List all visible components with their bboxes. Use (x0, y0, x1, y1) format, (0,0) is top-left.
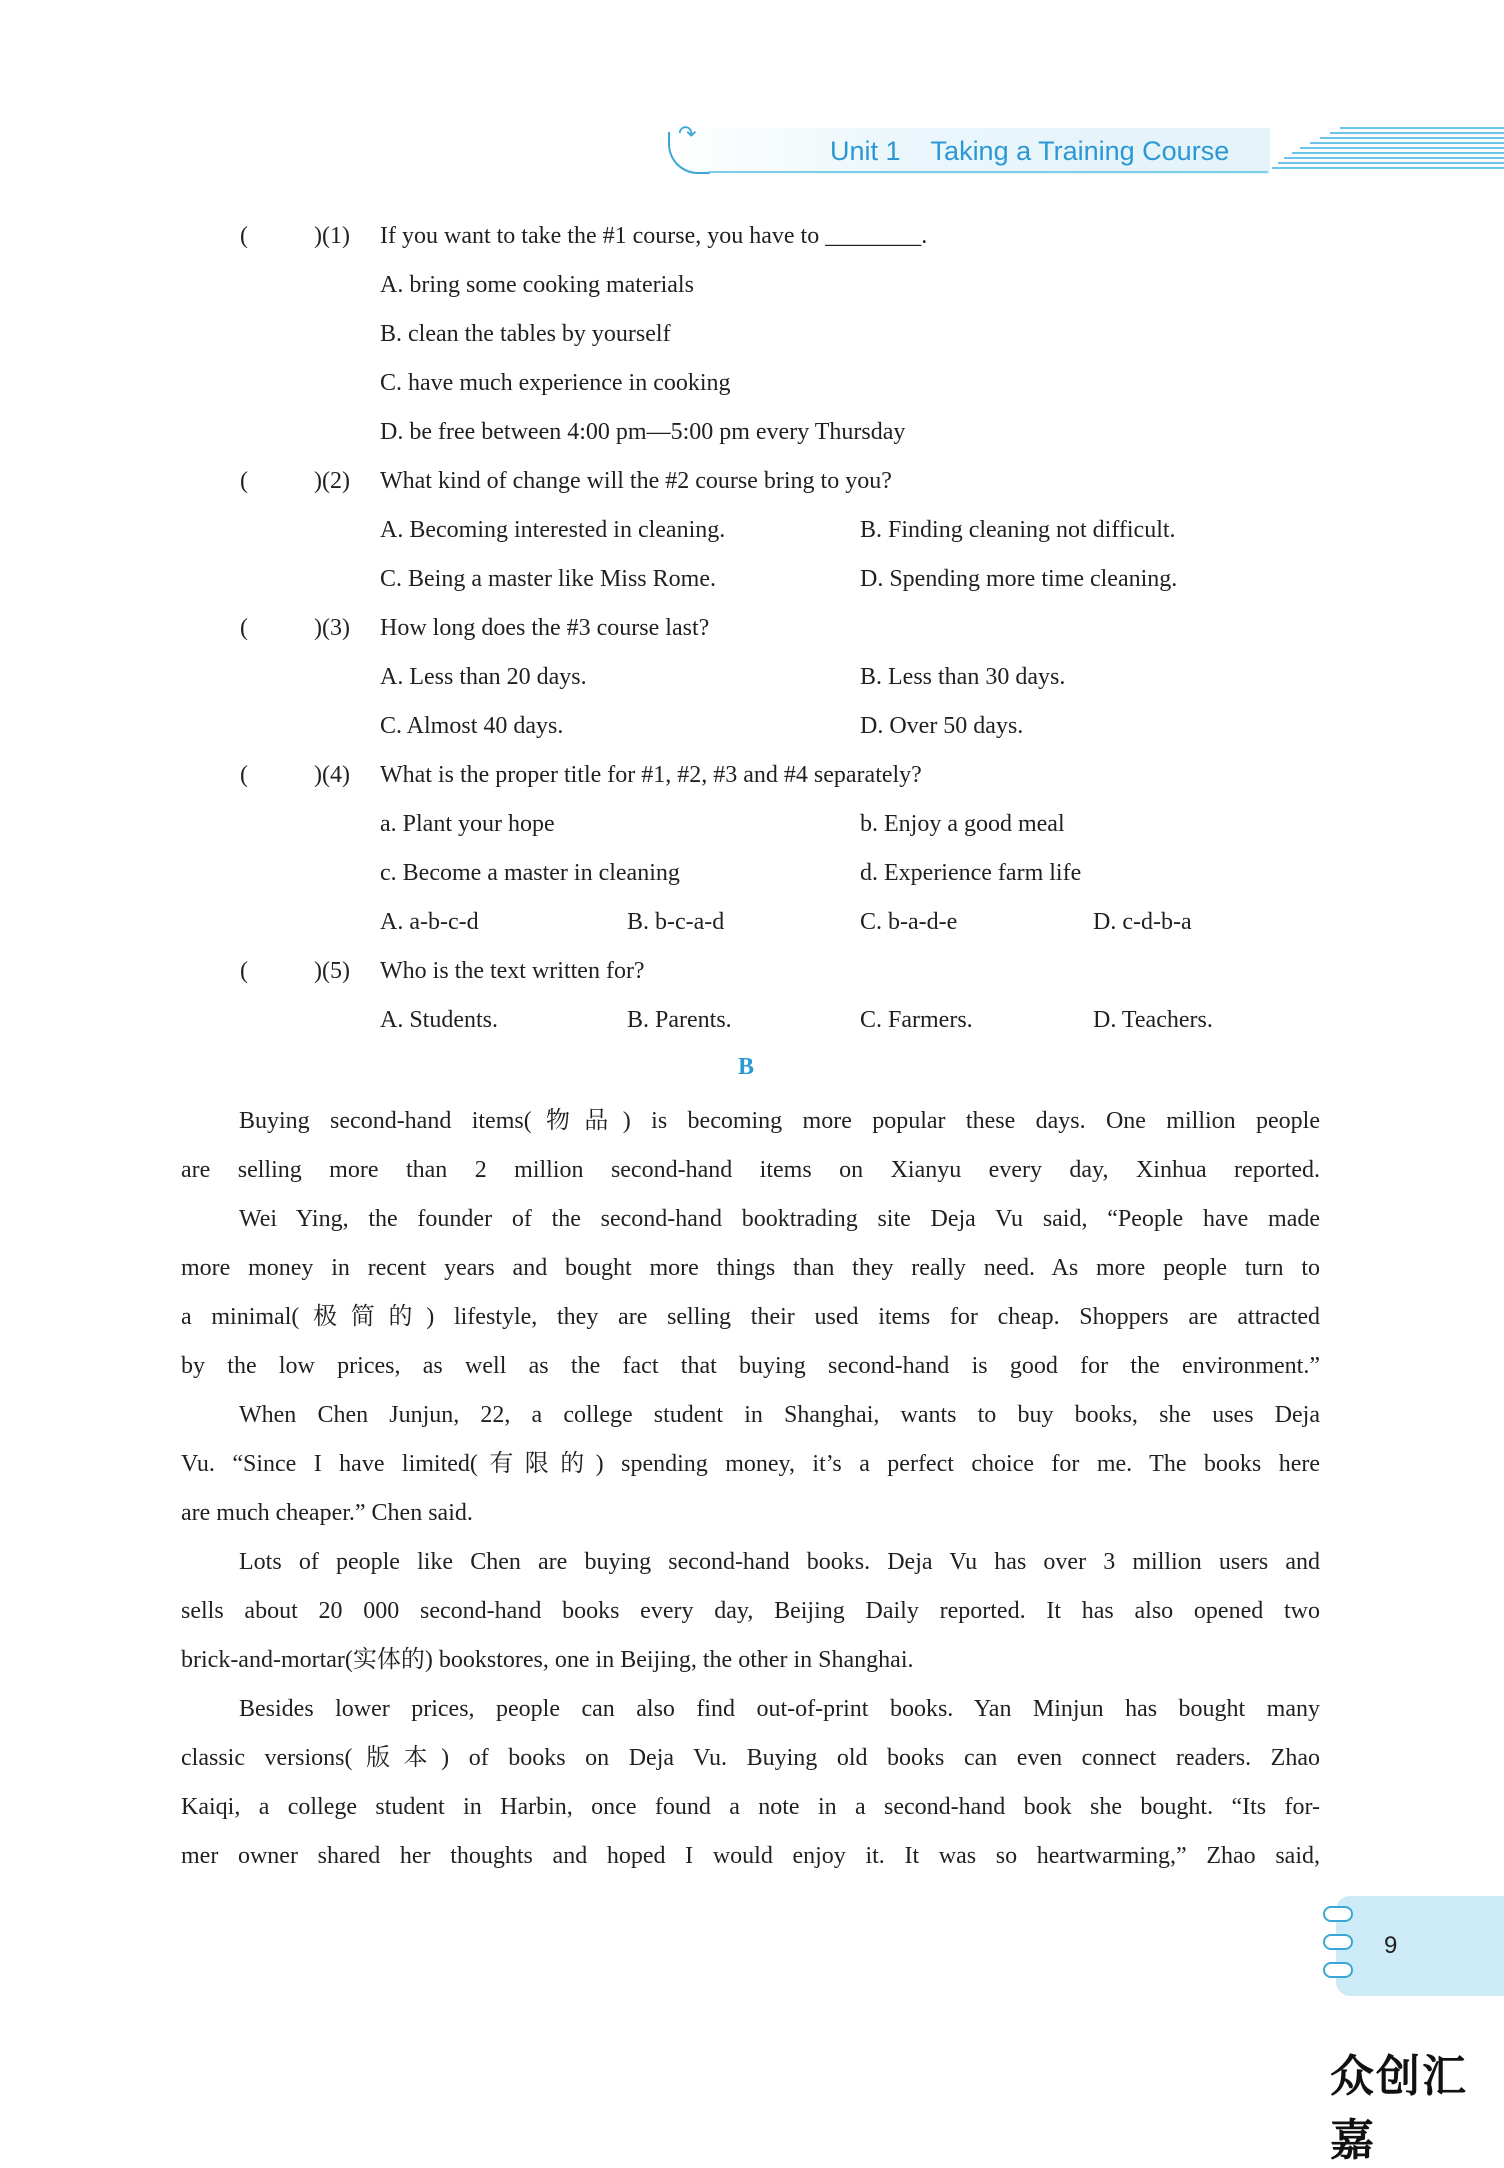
passage-line: more money in recent years and bought more things than they really need. As more people turn to (181, 1255, 1320, 1281)
passage-line: sells about 20 000 second-hand books every day, Beijing Daily reported. It has also opened two (181, 1598, 1320, 1624)
binder-ring-icon (1323, 1906, 1353, 1922)
passage-line: brick-and-mortar(实体的) bookstores, one in Beijing, the other in Shanghai. (181, 1647, 914, 1673)
unit-label: Unit 1 (830, 136, 901, 166)
binder-ring-icon (1323, 1934, 1353, 1950)
passage-line: are much cheaper.” Chen said. (181, 1500, 473, 1526)
passage-line: Vu. “Since I have limited(有限的) spending money, it’s a perfect choice for me. The books here (181, 1451, 1320, 1477)
option: A. Less than 20 days. (380, 664, 587, 690)
question-stem: How long does the #3 course last? (380, 615, 710, 641)
answer-blank-open: ( (240, 468, 248, 494)
passage-line: Kaiqi, a college student in Harbin, once found a note in a second-hand book she bought. “Its for- (181, 1794, 1320, 1820)
passage-line: Buying second-hand items(物品) is becoming more popular these days. One million people (239, 1108, 1320, 1134)
option: D. be free between 4:00 pm—5:00 pm every Thursday (380, 419, 906, 445)
option: B. b-c-a-d (627, 909, 725, 935)
answer-blank-open: ( (240, 615, 248, 641)
answer-blank-open: ( (240, 223, 248, 249)
option: A. bring some cooking materials (380, 272, 694, 298)
option: A. Students. (380, 1007, 499, 1033)
title-item: d. Experience farm life (860, 860, 1082, 886)
page-number-tab (1336, 1896, 1504, 1996)
page-number: 9 (1384, 1932, 1398, 1959)
question-number: )(3) (314, 615, 350, 641)
question-stem: If you want to take the #1 course, you have to ________. (380, 223, 928, 249)
option: A. a-b-c-d (380, 909, 479, 935)
option: B. Less than 30 days. (860, 664, 1066, 690)
passage-line: a minimal(极简的) lifestyle, they are selling their used items for cheap. Shoppers are attracted (181, 1304, 1320, 1330)
passage-line: Lots of people like Chen are buying second-hand books. Deja Vu has over 3 million users and (239, 1549, 1320, 1575)
unit-title: Taking a Training Course (930, 136, 1230, 166)
option: B. Parents. (627, 1007, 732, 1033)
question-number: )(2) (314, 468, 350, 494)
question-number: )(4) (314, 762, 350, 788)
option: C. b-a-d-e (860, 909, 958, 935)
header-underline (708, 171, 1268, 173)
watermark-logo: 众创汇嘉 (1330, 2051, 1468, 2166)
question-number: )(5) (314, 958, 350, 984)
question-number: )(1) (314, 223, 350, 249)
title-item: b. Enjoy a good meal (860, 811, 1065, 837)
answer-blank-open: ( (240, 958, 248, 984)
passage-line: Besides lower prices, people can also find out-of-print books. Yan Minjun has bought many (239, 1696, 1320, 1722)
option: D. Over 50 days. (860, 713, 1024, 739)
passage-line: classic versions(版本) of books on Deja Vu. Buying old books can even connect readers. Zhao (181, 1745, 1320, 1771)
option: C. Almost 40 days. (380, 713, 564, 739)
title-item: a. Plant your hope (380, 811, 555, 837)
header-stripes-decoration (1270, 126, 1504, 176)
passage-line: When Chen Junjun, 22, a college student in Shanghai, wants to buy books, she uses Deja (239, 1402, 1320, 1428)
option: C. Farmers. (860, 1007, 973, 1033)
binder-ring-icon (1323, 1962, 1353, 1978)
section-heading: B (738, 1054, 755, 1080)
passage-line: Wei Ying, the founder of the second-hand booktrading site Deja Vu said, “People have made (239, 1206, 1320, 1232)
passage-line: mer owner shared her thoughts and hoped I would enjoy it. It was so heartwarming,” Zhao said, (181, 1843, 1320, 1869)
option: B. Finding cleaning not difficult. (860, 517, 1176, 543)
question-stem: Who is the text written for? (380, 958, 645, 984)
option: D. Teachers. (1093, 1007, 1213, 1033)
option: A. Becoming interested in cleaning. (380, 517, 726, 543)
option: D. Spending more time cleaning. (860, 566, 1178, 592)
option: C. have much experience in cooking (380, 370, 731, 396)
answer-blank-open: ( (240, 762, 248, 788)
curved-arrow-icon: ↷ (678, 122, 697, 147)
option: C. Being a master like Miss Rome. (380, 566, 716, 592)
title-item: c. Become a master in cleaning (380, 860, 680, 886)
option: B. clean the tables by yourself (380, 321, 671, 347)
passage-line: by the low prices, as well as the fact that buying second-hand is good for the environment.” (181, 1353, 1320, 1379)
passage-line: are selling more than 2 million second-hand items on Xianyu every day, Xinhua reported. (181, 1157, 1320, 1183)
unit-header (670, 118, 1504, 178)
header-title (830, 136, 1229, 167)
question-stem: What is the proper title for #1, #2, #3 and #4 separately? (380, 762, 922, 788)
question-stem: What kind of change will the #2 course bring to you? (380, 468, 892, 494)
option: D. c-d-b-a (1093, 909, 1192, 935)
